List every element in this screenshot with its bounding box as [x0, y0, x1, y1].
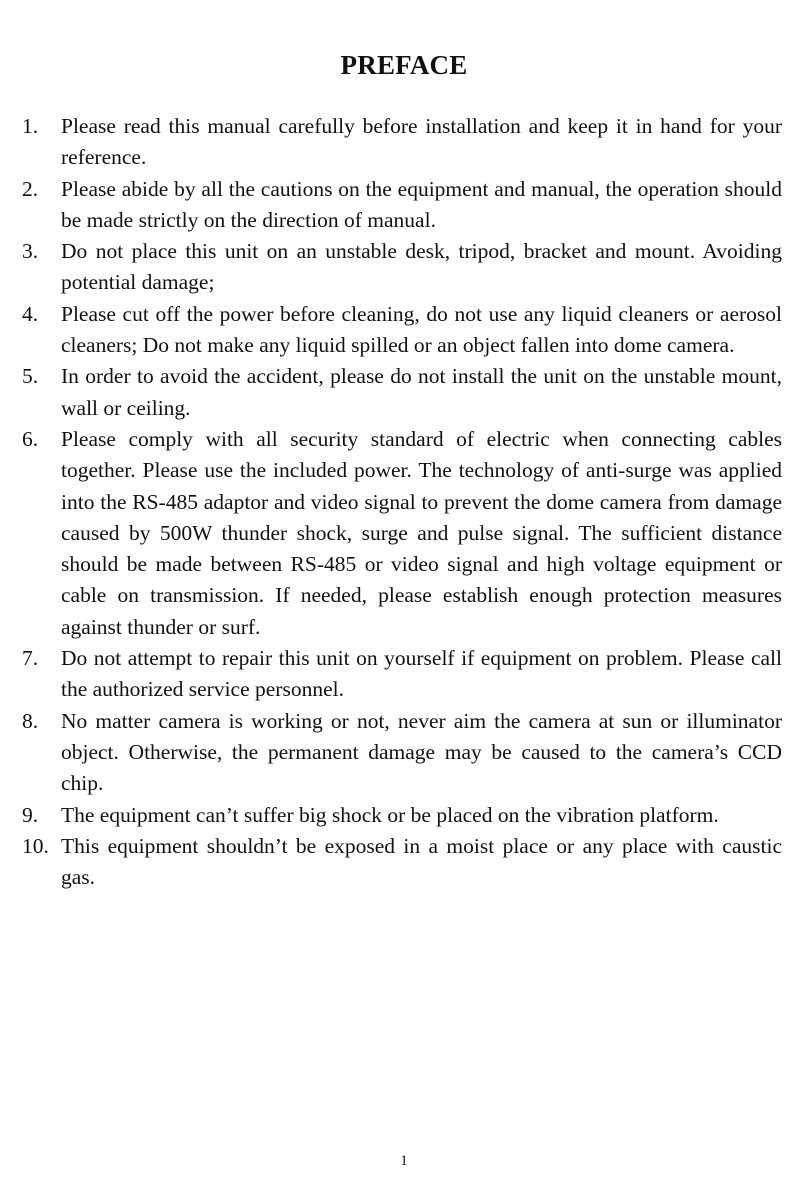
item-number: 2.	[22, 176, 39, 201]
item-number: 5.	[22, 364, 39, 389]
item-text: Do not attempt to repair this unit on yourself if equipment on problem. Please call the authorized service personnel.	[61, 646, 782, 702]
list-item	[22, 424, 782, 643]
list-item	[22, 706, 782, 800]
list-item	[22, 831, 782, 894]
item-number: 7.	[22, 646, 39, 671]
item-number: 10.	[22, 833, 49, 858]
item-text: Please cut off the power before cleaning, do not use any liquid cleaners or aerosol cleaners; Do not make any liquid spilled or an object fallen into dome camera.	[61, 301, 782, 358]
list-item	[22, 299, 782, 362]
item-text: Please read this manual carefully before installation and keep it in hand for your reference.	[61, 114, 782, 170]
item-number: 9.	[22, 802, 39, 827]
list-item	[22, 111, 782, 174]
item-number: 3.	[22, 239, 39, 264]
item-text: Do not place this unit on an unstable desk, tripod, bracket and mount. Avoiding potential damage;	[61, 239, 782, 295]
list-item	[22, 800, 782, 831]
page-number: 1	[400, 1153, 408, 1169]
item-text: The equipment can’t suffer big shock or be placed on the vibration platform.	[61, 802, 719, 827]
page-title: PREFACE	[340, 50, 468, 81]
item-text: Please comply with all security standard of electric when connecting cables together. Please use the included power. The technology of anti-surge was applied into the RS-485 adaptor and video signal to prevent the dome camera from damage caused by 500W thunder shock, surge and pulse signal. The sufficient distance should be made between RS-485 or video signal and high voltage equipment or cable on transmission. If needed, please establish enough protection measures against thunder or surf.	[61, 426, 782, 639]
item-number: 8.	[22, 708, 39, 733]
item-text: Please abide by all the cautions on the equipment and manual, the operation should be made strictly on the direction of manual.	[61, 176, 782, 232]
item-text: In order to avoid the accident, please do not install the unit on the unstable mount, wall or ceiling.	[61, 364, 782, 420]
list-item	[22, 643, 782, 706]
list-item	[22, 361, 782, 424]
item-text: No matter camera is working or not, never aim the camera at sun or illuminator object. Otherwise, the permanent damage may be caused to the camera’s CCD chip.	[61, 708, 782, 796]
item-number: 1.	[22, 114, 39, 138]
item-number: 4.	[22, 301, 39, 326]
item-text: This equipment shouldn’t be exposed in a moist place or any place with caustic gas.	[61, 833, 782, 890]
list-item	[22, 174, 782, 237]
list-item	[22, 236, 782, 299]
preface-list	[22, 111, 782, 893]
item-number: 6.	[22, 426, 39, 451]
